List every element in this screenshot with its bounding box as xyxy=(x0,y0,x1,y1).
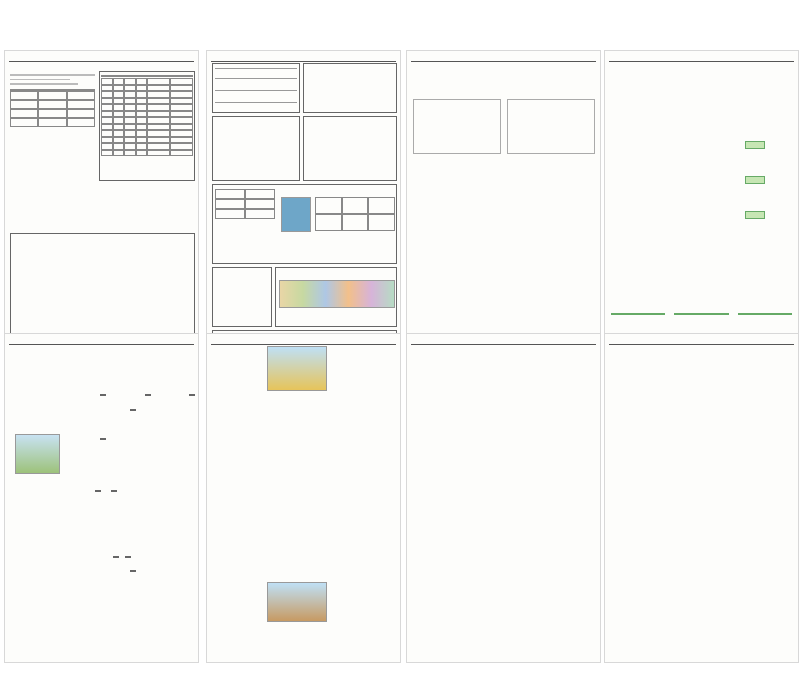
farmer-picture xyxy=(15,434,60,474)
word-rows xyxy=(101,78,193,156)
left-example xyxy=(413,99,501,154)
exercise-4 xyxy=(212,184,397,264)
exercise-box xyxy=(99,71,195,181)
page-header xyxy=(411,337,596,345)
comic-grid xyxy=(610,347,793,650)
taxi-picture xyxy=(267,346,327,391)
page-113 xyxy=(604,50,799,380)
exercise-1-model xyxy=(303,63,397,113)
page-header xyxy=(9,54,194,62)
page-143 xyxy=(406,50,601,380)
word-table xyxy=(101,75,193,77)
summary-box xyxy=(10,71,95,141)
exercise-6 xyxy=(275,267,397,327)
photo-grid xyxy=(412,347,595,650)
exercise-3 xyxy=(303,116,397,181)
right-example xyxy=(507,99,595,154)
page-header xyxy=(211,337,396,345)
page-header xyxy=(211,54,396,62)
long-vowels xyxy=(611,313,792,315)
page-header xyxy=(411,54,596,62)
wolf-picture xyxy=(281,197,311,232)
page-192 xyxy=(604,333,799,663)
summary-table xyxy=(10,89,95,127)
page-178 xyxy=(206,333,401,663)
table-row xyxy=(101,150,193,157)
page-116 xyxy=(4,333,199,663)
page-94 xyxy=(4,50,199,380)
exercise-1 xyxy=(212,63,300,113)
exercise-5 xyxy=(212,267,272,327)
page-header xyxy=(9,337,194,345)
page-95 xyxy=(206,50,401,380)
page-header xyxy=(609,54,794,62)
page-185 xyxy=(406,333,601,663)
page-header xyxy=(609,337,794,345)
hotel-picture xyxy=(267,582,327,622)
exercise-2 xyxy=(212,116,300,181)
